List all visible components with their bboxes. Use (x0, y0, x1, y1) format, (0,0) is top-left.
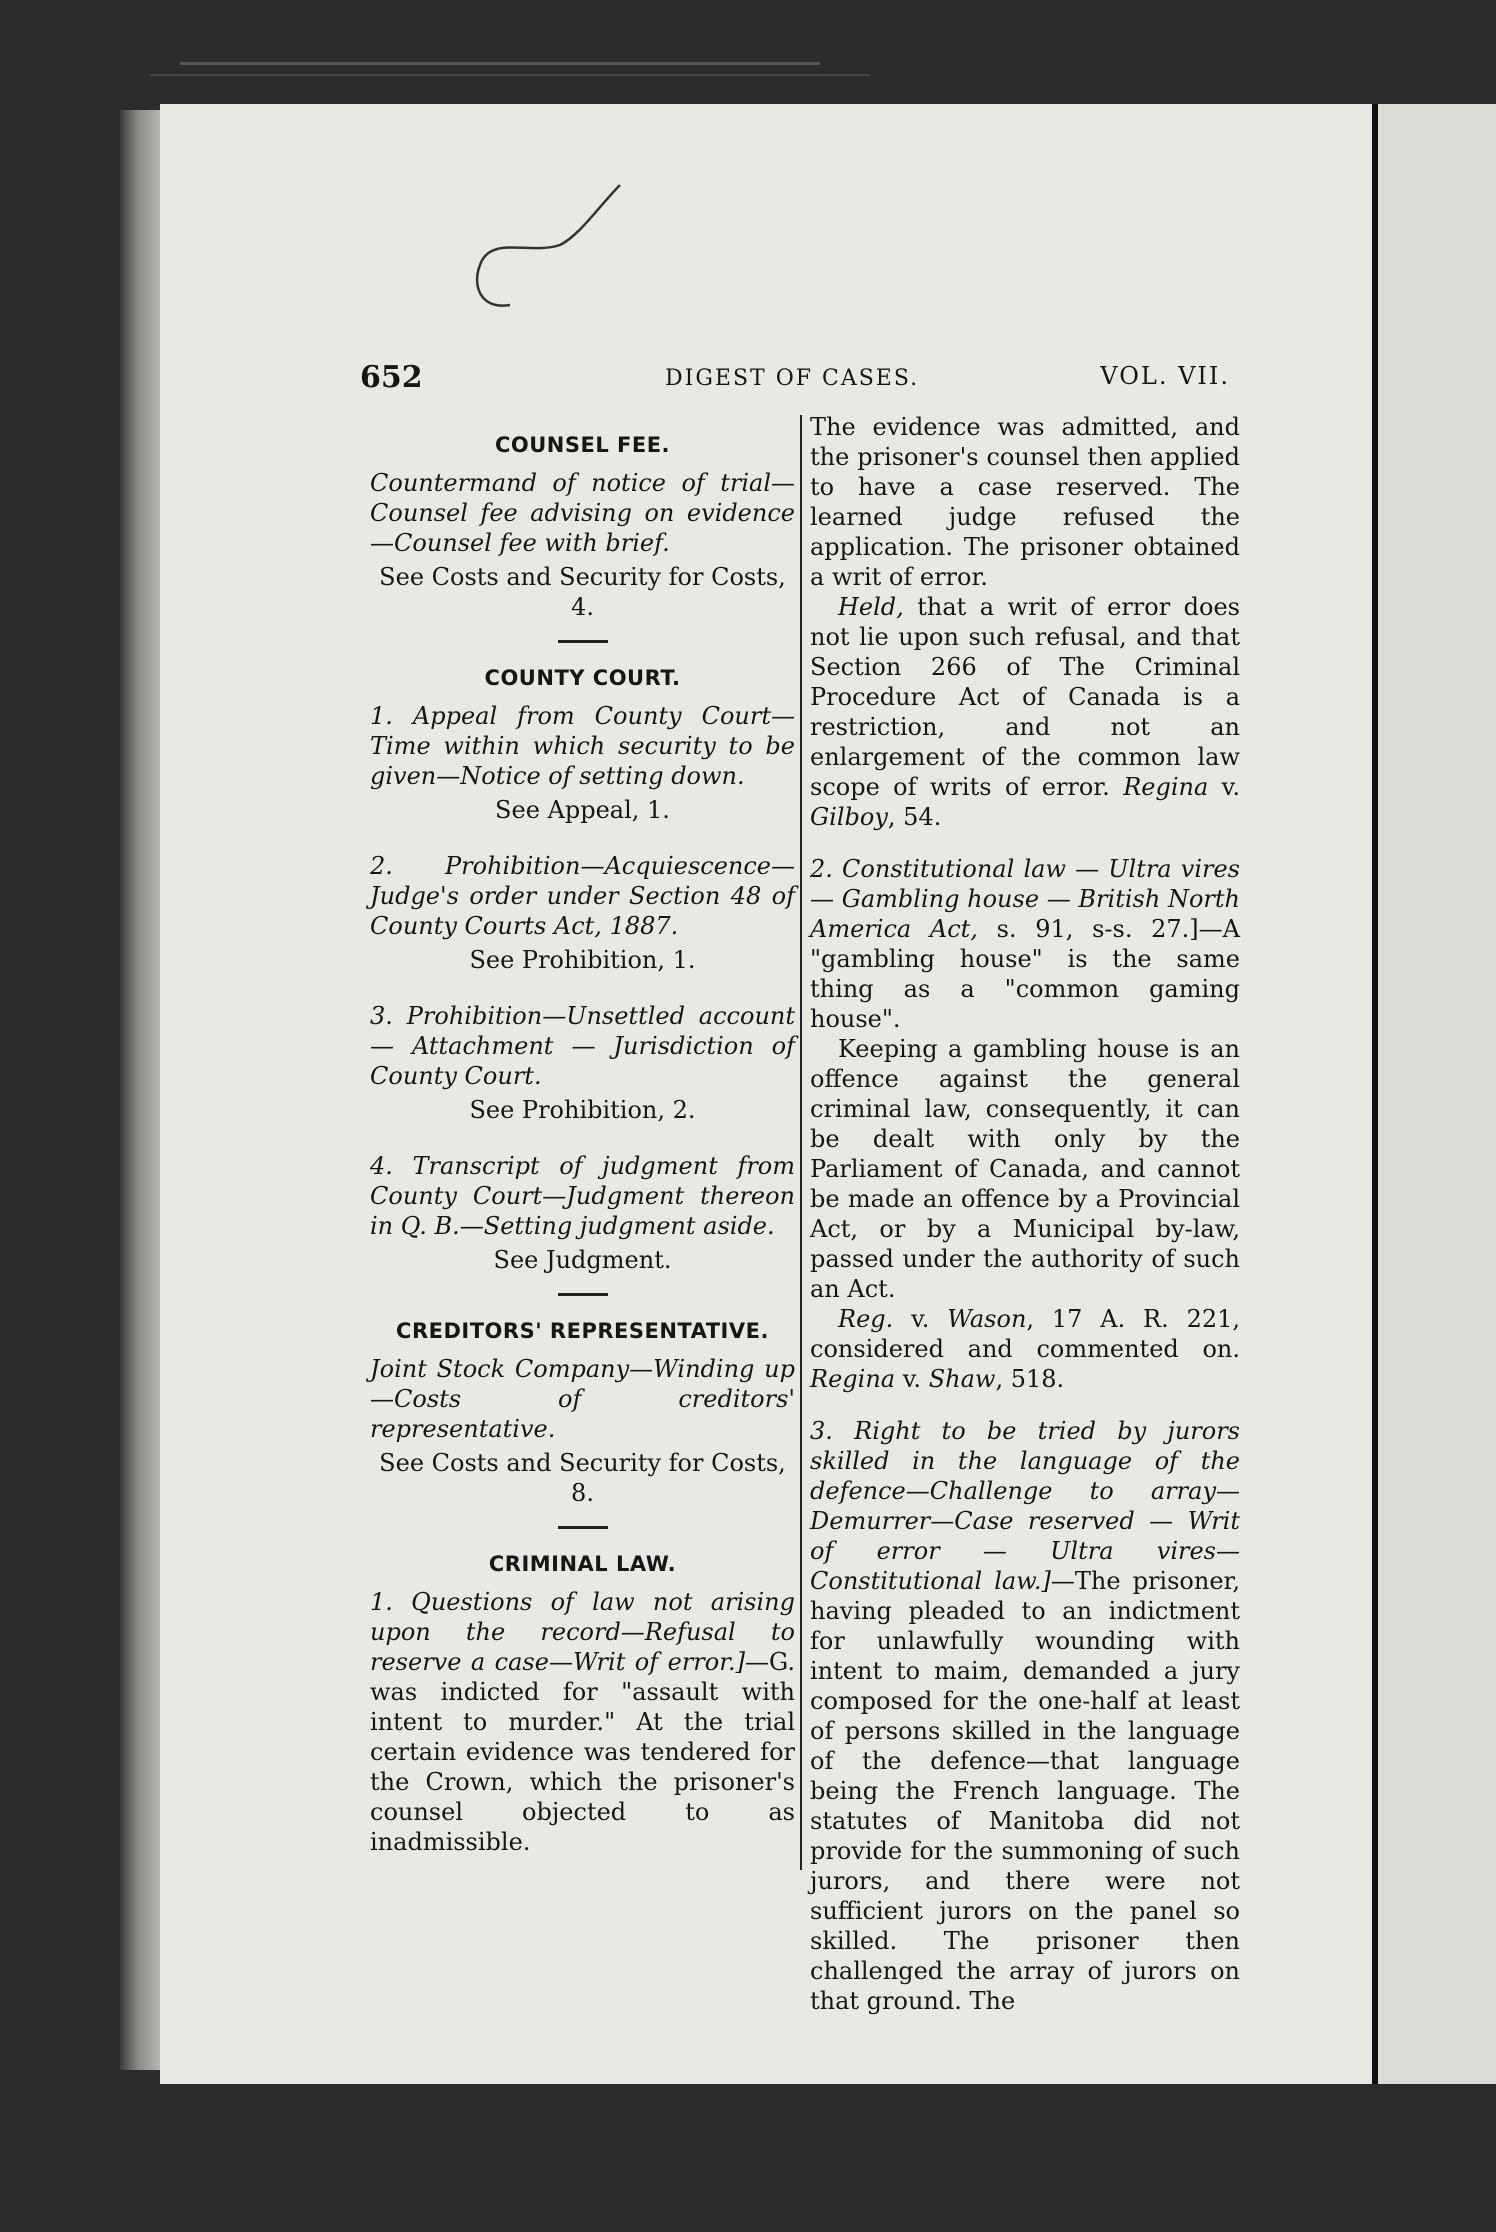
case-ref: , 54. (887, 803, 942, 831)
case-name: Reg. (838, 1305, 894, 1333)
see-reference: See Costs and Security for Costs, 4. (379, 563, 786, 621)
ink-scribble (470, 175, 640, 315)
case-v: v. (895, 1365, 929, 1393)
entry-heading: 3. Right to be tried by jurors skilled in the language of the defence—Challenge to array—Demurrer—Case reserved — Writ of error — Ultra vires—Constitutional law.] (810, 1417, 1240, 1595)
paragraph (810, 1416, 1240, 2016)
case-name: Wason (947, 1305, 1027, 1333)
section-rule (558, 640, 608, 643)
section-rule (558, 1526, 608, 1529)
case-name: Gilboy (810, 803, 888, 831)
section-title: CREDITORS' REPRESENTATIVE. (396, 1319, 769, 1343)
entry-body: —G. was indicted for "assault with intent to murder." At the trial certain evidence was tendered for the Crown, which the prisoner's counsel objected to as inadmissible. (370, 1648, 795, 1856)
case-v: v. (893, 1305, 948, 1333)
see-reference: See Prohibition, 1. (469, 946, 696, 974)
entry-text: 4. Transcript of judgment from County Court—Judgment thereon in Q. B.—Setting judgment aside. (370, 1152, 795, 1240)
entry-text: Joint Stock Company—Winding up—Costs of creditors' representative. (370, 1355, 795, 1443)
right-column (810, 412, 1241, 2015)
paragraph (810, 1304, 1240, 1394)
see-reference: See Prohibition, 2. (469, 1096, 696, 1124)
entry-text: 3. Prohibition—Unsettled account — Attachment — Jurisdiction of County Court. (370, 1002, 795, 1090)
volume-label: VOL. VII. (1100, 362, 1230, 390)
case-ref: , 17 A. R. 221, considered and commented on. (810, 1305, 1240, 1363)
running-title: DIGEST OF CASES. (665, 366, 920, 391)
paragraph (810, 854, 1240, 1034)
paragraph (810, 592, 1240, 832)
scan-border-line (150, 74, 870, 76)
held-label: Held, (838, 593, 904, 621)
entry-heading: 2. Constitutional law — Ultra vires — Gambling house — British North America Act, (810, 855, 1240, 943)
entry-text (370, 1587, 795, 1857)
paragraph: The evidence was admitted, and the prisoner's counsel then applied to have a case reserved. The learned judge refused the application. The prisoner obtained a writ of error. (810, 413, 1240, 591)
case-name: Regina (810, 1365, 896, 1393)
entry-body: —The prisoner, having pleaded to an indictment for unlawfully wounding with intent to maim, demanded a jury composed for the one-half at least of persons skilled in the language of the defence—that language being the French language. The statutes of Manitoba did not provide for the summoning of such jurors, and there were not sufficient jurors on the panel so skilled. The prisoner then challenged the array of jurors on that ground. The (810, 1567, 1240, 2015)
page-edge (120, 110, 164, 2070)
page-number: 652 (360, 360, 423, 395)
entry-text: 2. Prohibition—Acquiescence—Judge's order under Section 48 of County Courts Act, 1887. (370, 852, 795, 940)
see-reference: See Appeal, 1. (495, 796, 670, 824)
scan-border-line (180, 62, 820, 65)
section-rule (558, 1293, 608, 1296)
case-name: Regina (1123, 773, 1209, 801)
section-title: COUNTY COURT. (484, 666, 681, 690)
running-header (360, 360, 1230, 400)
entry-body: s. 91, s-s. 27.]—A "gambling house" is the same thing as a "common gaming house". (810, 915, 1240, 1033)
see-reference: See Judgment. (493, 1246, 672, 1274)
facing-page (1378, 104, 1496, 2084)
left-column (370, 420, 795, 1870)
case-ref: , 518. (995, 1365, 1065, 1393)
paragraph: Keeping a gambling house is an offence against the general criminal law, consequently, it can be dealt with only by the Parliament of Canada, and cannot be made an offence by a Provincial Act, or by a Municipal by-law, passed under the authority of such an Act. (810, 1035, 1240, 1303)
column-divider (800, 415, 802, 1870)
section-title: CRIMINAL LAW. (488, 1552, 677, 1576)
entry-text: 1. Appeal from County Court—Time within which security to be given—Notice of setting down. (370, 702, 795, 790)
section-title: COUNSEL FEE. (494, 433, 671, 457)
case-v: v. (1208, 773, 1241, 801)
see-reference: See Costs and Security for Costs, 8. (379, 1449, 786, 1507)
case-name: Shaw (928, 1365, 996, 1393)
entry-heading: 1. Questions of law not arising upon the record—Refusal to reserve a case—Writ of error.] (370, 1588, 795, 1676)
entry-text: Countermand of notice of trial—Counsel fee advising on evidence—Counsel fee with brief. (370, 469, 795, 557)
held-text: that a writ of error does not lie upon such refusal, and that Section 266 of The Criminal Procedure Act of Canada is a restriction, and not an enlargement of the common law scope of writs of error. (810, 593, 1240, 801)
